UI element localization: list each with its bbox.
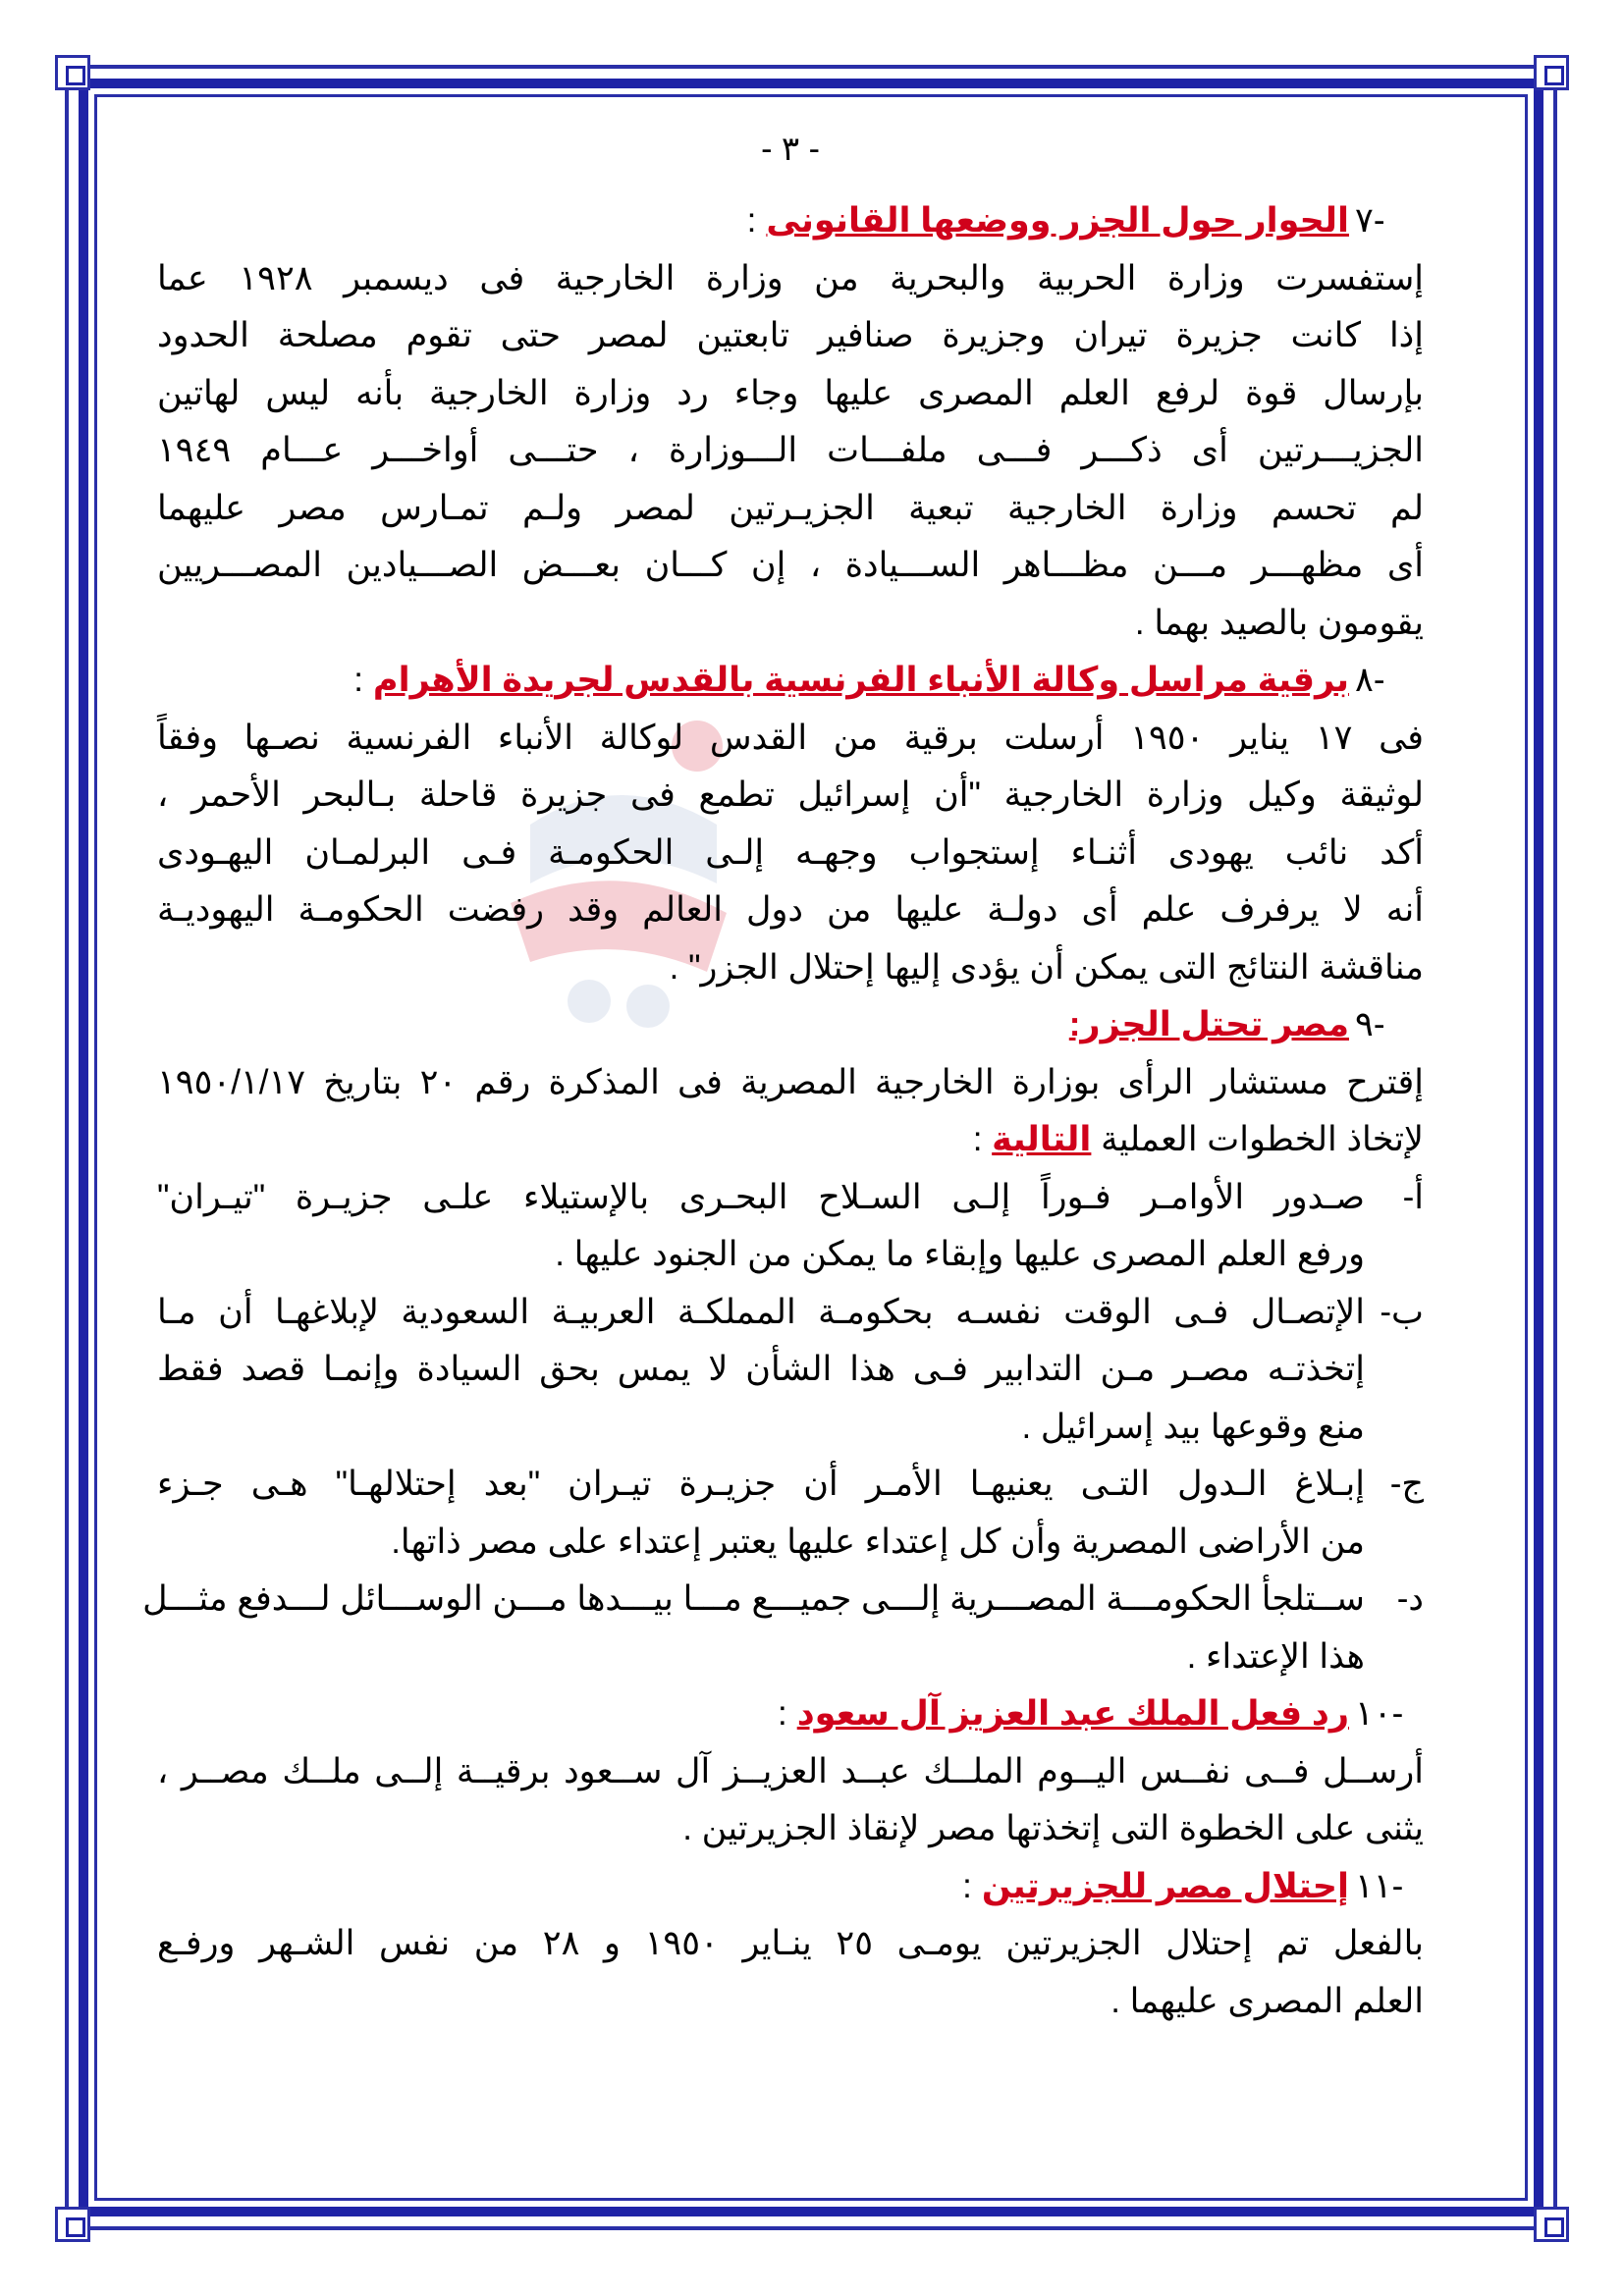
list-item-letter: ج-	[1389, 1465, 1424, 1503]
paragraph-line: فى ١٧ يناير ١٩٥٠ أرسلت برقية من القدس لوكالة الأنباء الفرنسية نصـها وفقاً	[157, 718, 1424, 757]
section-title: إحتلال مصر للجزيرتين	[981, 1866, 1349, 1905]
paragraph-line: لوثيقة وكيل وزارة الخارجية "أن إسرائيل تطمع فى جزيرة قاحلة بـالبحر الأحمر ،	[157, 775, 1424, 814]
section-heading: -١٠ رد فعل الملك عبد العزيز آل سعود :	[157, 1685, 1424, 1743]
paragraph-line: لم تحسم وزارة الخارجية تبعية الجزيـرتين لمصر ولـم تمـارس مصر عليهما	[157, 488, 1424, 527]
paragraph-line: أرســل فــى نفــس اليــوم الملــك عبــد العزيــز آل ســعود برقيــة إلــى ملــك مصــر ،	[157, 1751, 1424, 1790]
steps-intro: لإتخاذ الخطوات العملية	[1101, 1120, 1424, 1158]
list-item-line: هذا الإعتداء .	[1186, 1636, 1365, 1676]
list-item-line: صـدور الأوامـر فـوراً إلـى السـلاح البحـرى بالإستيلاء علـى جزيـرة "تيـران"	[157, 1177, 1365, 1216]
section-number: -٧	[1355, 201, 1385, 240]
section-7	[157, 192, 1424, 652]
page-number: - ٣ -	[761, 131, 820, 168]
list-item-letter: ب-	[1380, 1292, 1424, 1331]
list-item-letter: د-	[1396, 1579, 1424, 1618]
paragraph-line: لإتخاذ الخطوات العملية التالية :	[972, 1120, 1424, 1158]
paragraph-line: إذا كانت جزيرة تيران وجزيرة صنافير تابعتين لمصر حتى تقوم مصلحة الحدود	[157, 316, 1424, 354]
list-item-line: من الأراضى المصرية وأن كل إعتداء عليها يعتبر إعتداء على مصر ذاتها.	[391, 1522, 1365, 1561]
list-item-line: ورفع العلم المصرى عليها وإبقاء ما يمكن من الجنود عليها .	[555, 1235, 1365, 1273]
list-item-letter: أ-	[1402, 1177, 1424, 1216]
section-heading: -١١ إحتلال مصر للجزيرتين :	[157, 1858, 1424, 1916]
paragraph-line: يثنى على الخطوة التى إتخذتها مصر لإنقاذ الجزيرتين .	[682, 1809, 1424, 1847]
paragraph-line: الجزيـــرتين أى ذكـــر فـــى ملفـــات الـــوزارة ، حتـــى أواخـــر عـــام ١٩٤٩	[157, 431, 1424, 469]
list-item	[157, 1169, 1424, 1284]
list-item	[157, 1284, 1424, 1457]
section-heading	[157, 996, 1424, 1054]
frame-corner-ornament	[1534, 2207, 1569, 2242]
section-9	[142, 996, 1424, 1685]
section-number: -٩	[1355, 1005, 1385, 1043]
list-item-line: ســتلجأ الحكومـــة المصـــرية إلـــى جميـــع مـــا بيـــدها مـــن الوســـائل لـــدفع مثـــل	[142, 1579, 1365, 1618]
section-title: رد فعل الملك عبد العزيز آل سعود	[796, 1694, 1349, 1733]
section-title: مصر تحتل الجزر:	[1068, 1005, 1349, 1043]
list-item-line: إبـلاغ الـدول التـى يعنيهـا الأمـر أن جزيـرة تيـران "بعد إحتلالهـا" هـى جـزء	[157, 1465, 1365, 1503]
section-8	[157, 652, 1424, 996]
section-10	[157, 1685, 1424, 1858]
section-number: -١٠	[1355, 1694, 1404, 1733]
frame-corner-ornament	[1534, 55, 1569, 90]
section-heading: -٨ برقية مراسل وكالة الأنباء الفرنسية بالقدس لجريدة الأهرام :	[157, 652, 1424, 710]
frame-corner-ornament	[55, 2207, 90, 2242]
document-body	[142, 128, 1424, 2030]
paragraph-line: إستفسرت وزارة الحربية والبحرية من وزارة الخارجية فى ديسمبر ١٩٢٨ عما	[157, 258, 1424, 297]
paragraph-line: أكد نائب يهودى أثنـاء إستجواب وجهـه إلـى الحكومـة فـى البرلمـان اليهـودى	[157, 832, 1424, 872]
frame-corner-ornament	[55, 55, 90, 90]
list-item	[142, 1571, 1424, 1685]
section-title: الحوار حول الجزر ووضعها القانونى	[766, 201, 1349, 240]
paragraph-line: يقومون بالصيد بهما .	[1134, 603, 1424, 642]
section-number: -٨	[1355, 661, 1385, 699]
paragraph-line: أى مظهـــر مـــن مظـــاهر الســـيادة ، إن كـــان بعـــض الصـــيادين المصـــريين	[157, 546, 1424, 584]
section-number: -١١	[1355, 1866, 1404, 1905]
paragraph-line: مناقشة النتائج التى يمكن أن يؤدى إليها إحتلال الجزر" .	[669, 947, 1424, 987]
paragraph-line: أنه لا يرفرف علم أى دولـة عليها من دول العالم وقد رفضت الحكومـة اليهوديـة	[157, 890, 1424, 929]
list-item-line: منع وقوعها بيد إسرائيل .	[1021, 1407, 1365, 1446]
paragraph-line: العلم المصرى عليهما .	[1110, 1981, 1424, 2020]
paragraph-line: إقترح مستشار الرأى بوزارة الخارجية المصرية فى المذكرة رقم ٢٠ بتاريخ ١٩٥٠/١/١٧	[157, 1062, 1424, 1101]
list-item-line: الإتصـال فـى الوقت نفسـه بحكومـة المملكـة العربيـة السعودية لإبلاغهـا أن مـا	[157, 1292, 1365, 1331]
list-item-line: إتخذتـه مصـر مـن التدابير فـى هذا الشأن لا يمس بحق السيادة وإنمـا قصد فقط	[157, 1350, 1366, 1388]
section-11	[157, 1858, 1424, 2031]
paragraph-line: بالفعل تم إحتلال الجزيرتين يومـى ٢٥ ينـاير ١٩٥٠ و ٢٨ من نفس الشـهر ورفـع	[157, 1924, 1424, 1962]
section-title: برقية مراسل وكالة الأنباء الفرنسية بالقدس لجريدة الأهرام	[372, 661, 1349, 699]
section-heading: -٧ الحوار حول الجزر ووضعها القانونى :	[157, 192, 1424, 250]
list-item	[157, 1456, 1424, 1571]
paragraph-line: بإرسال قوة لرفع العلم المصرى عليها وجاء رد وزارة الخارجية بأنه ليس لهاتين	[157, 373, 1424, 412]
steps-word: التالية	[992, 1120, 1092, 1158]
